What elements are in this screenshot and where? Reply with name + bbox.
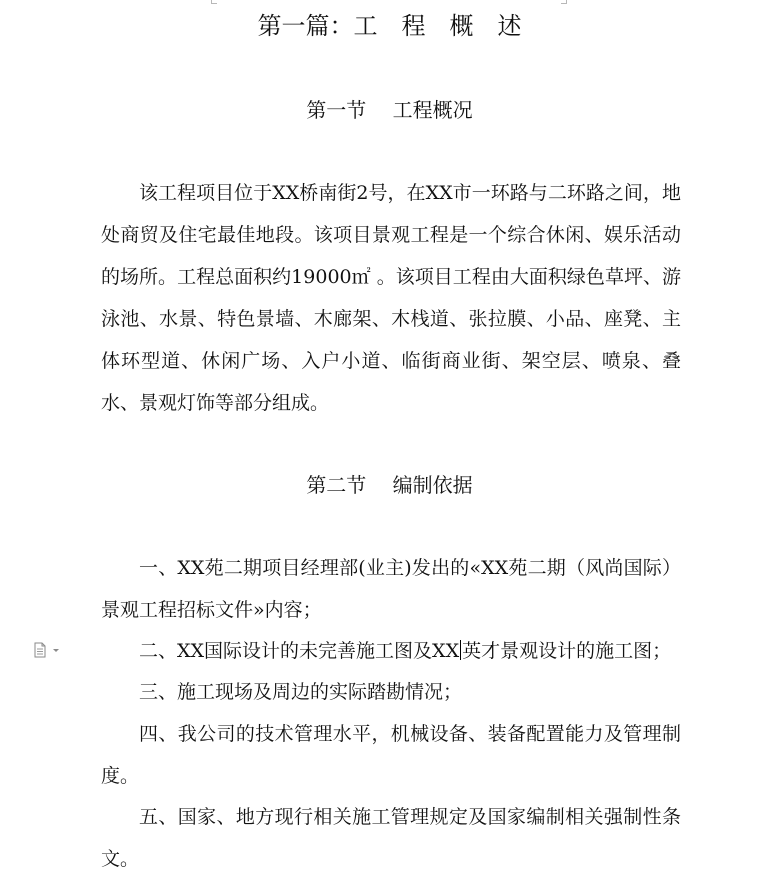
basis-item-2-part-b: 英才景观设计的施工图； bbox=[462, 640, 672, 662]
paste-options-icon[interactable] bbox=[33, 642, 63, 658]
overview-paragraph: 该工程项目位于XX桥南街2号，在XX市一环路与二环路之间，地处商贸及住宅最佳地段。该项目景观工程是一个综合休闲、娱乐活动的场所。工程总面积约19000㎡ 。该项目工程由大面积绿色草坪、游泳池、水景、特色景墙、木廊架、木栈道、张拉膜、小品、座凳、主体环型道、休闲广场、入户小道、临街商业街、架空层、喷泉、叠水、景观灯饰等部分组成。 bbox=[101, 182, 681, 414]
basis-item-3: 三、施工现场及周边的实际踏勘情况； bbox=[139, 681, 463, 703]
basis-item-2 bbox=[101, 630, 681, 672]
crop-mark-right-h bbox=[561, 3, 567, 4]
basis-item-1: 一、XX苑二期项目经理部(业主)发出的«XX苑二期（风尚国际）景观工程招标文件»内容； bbox=[101, 557, 681, 621]
basis-item-2-part-a: 二、XX国际设计的未完善施工图及XX bbox=[139, 640, 460, 662]
text-cursor bbox=[460, 640, 461, 660]
crop-mark-left-h bbox=[211, 3, 217, 4]
document-title: 第一篇：工 程 概 述 bbox=[257, 12, 522, 40]
section-heading-basis: 第二节 编制依据 bbox=[306, 473, 473, 497]
section-heading-overview: 第一节 工程概况 bbox=[306, 98, 473, 122]
basis-item-5: 五、国家、地方现行相关施工管理规定及国家编制相关强制性条文。 bbox=[101, 806, 681, 870]
basis-item-4: 四、我公司的技术管理水平，机械设备、装备配置能力及管理制度。 bbox=[101, 723, 681, 787]
